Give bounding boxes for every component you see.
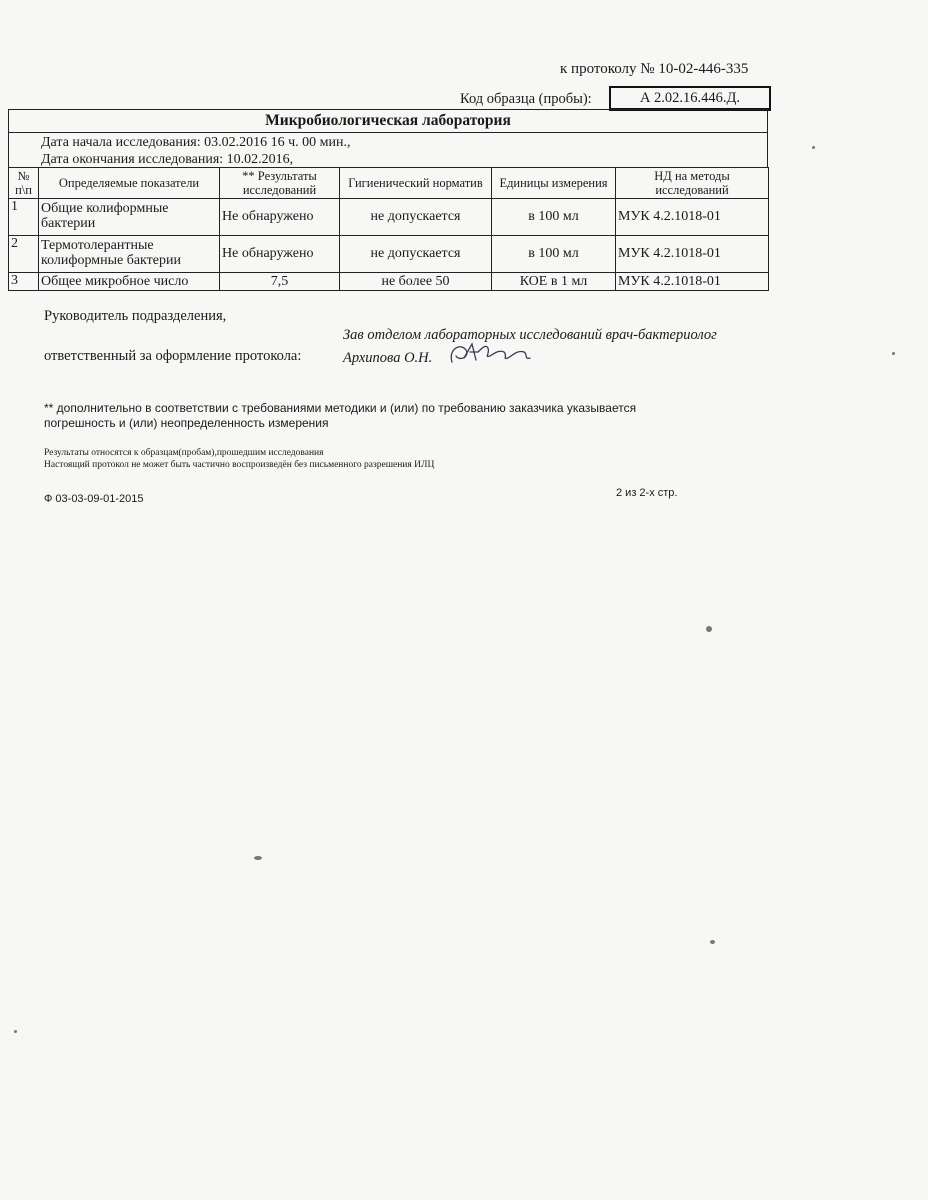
page-number: 2 из 2-х стр. xyxy=(616,487,678,499)
measurement-note-line-2: погрешность и (или) неопределенность измерения xyxy=(44,416,329,430)
measurement-note-line-1: ** дополнительно в соответствии с требованиями методики и (или) по требованию заказчика указывается xyxy=(44,401,637,415)
row-unit: в 100 мл xyxy=(492,199,616,236)
row-result: 7,5 xyxy=(220,273,340,291)
row-number: 2 xyxy=(9,236,39,273)
head-of-unit-label: Руководитель подразделения, xyxy=(44,308,227,324)
column-header-result: ** Результаты исследований xyxy=(220,168,340,199)
responsible-label: ответственный за оформление протокола: xyxy=(44,348,302,364)
column-header-num: № п\п xyxy=(9,168,39,199)
row-parameter: Общее микробное число xyxy=(39,273,220,291)
column-header-parameter: Определяемые показатели xyxy=(39,168,220,199)
table-row xyxy=(9,273,769,291)
handwritten-signature xyxy=(446,338,534,368)
row-method: МУК 4.2.1018-01 xyxy=(616,199,769,236)
row-method: МУК 4.2.1018-01 xyxy=(616,236,769,273)
signer-position: Зав отделом лабораторных исследований врач-бактериолог xyxy=(343,327,717,343)
lab-section xyxy=(8,109,768,167)
row-norm: не допускается xyxy=(340,199,492,236)
row-result: Не обнаружено xyxy=(220,199,340,236)
column-header-method: НД на методы исследований xyxy=(616,168,769,199)
table-header-row xyxy=(9,168,769,199)
row-number: 3 xyxy=(9,273,39,291)
row-parameter: Термотолерантные колиформные бактерии xyxy=(39,236,220,273)
row-number: 1 xyxy=(9,199,39,236)
study-end-date: Дата окончания исследования: 10.02.2016, xyxy=(41,152,294,167)
row-method: МУК 4.2.1018-01 xyxy=(616,273,769,291)
results-table xyxy=(8,167,769,291)
row-parameter: Общие колиформные бактерии xyxy=(39,199,220,236)
row-norm: не более 50 xyxy=(340,273,492,291)
row-norm: не допускается xyxy=(340,236,492,273)
disclaimer-line-2: Настоящий протокол не может быть частично воспроизведён без письменного разрешения ИЛЦ xyxy=(44,460,435,470)
signer-name: Архипова О.Н. xyxy=(343,350,433,366)
sample-code-label: Код образца (пробы): xyxy=(460,91,592,107)
table-row xyxy=(9,236,769,273)
column-header-unit: Единицы измерения xyxy=(492,168,616,199)
protocol-reference: к протоколу № 10-02-446-335 xyxy=(560,61,749,77)
column-header-norm: Гигиенический норматив xyxy=(340,168,492,199)
table-row xyxy=(9,199,769,236)
lab-title: Микробиологическая лаборатория xyxy=(9,110,767,133)
row-unit: в 100 мл xyxy=(492,236,616,273)
disclaimer-line-1: Результаты относятся к образцам(пробам),прошедшим исследования xyxy=(44,448,324,458)
row-result: Не обнаружено xyxy=(220,236,340,273)
sample-code-value: А 2.02.16.446.Д. xyxy=(609,86,771,111)
study-start-date: Дата начала исследования: 03.02.2016 16 ч. 00 мин., xyxy=(41,135,351,150)
row-unit: КОЕ в 1 мл xyxy=(492,273,616,291)
form-code: Ф 03-03-09-01-2015 xyxy=(44,493,144,505)
